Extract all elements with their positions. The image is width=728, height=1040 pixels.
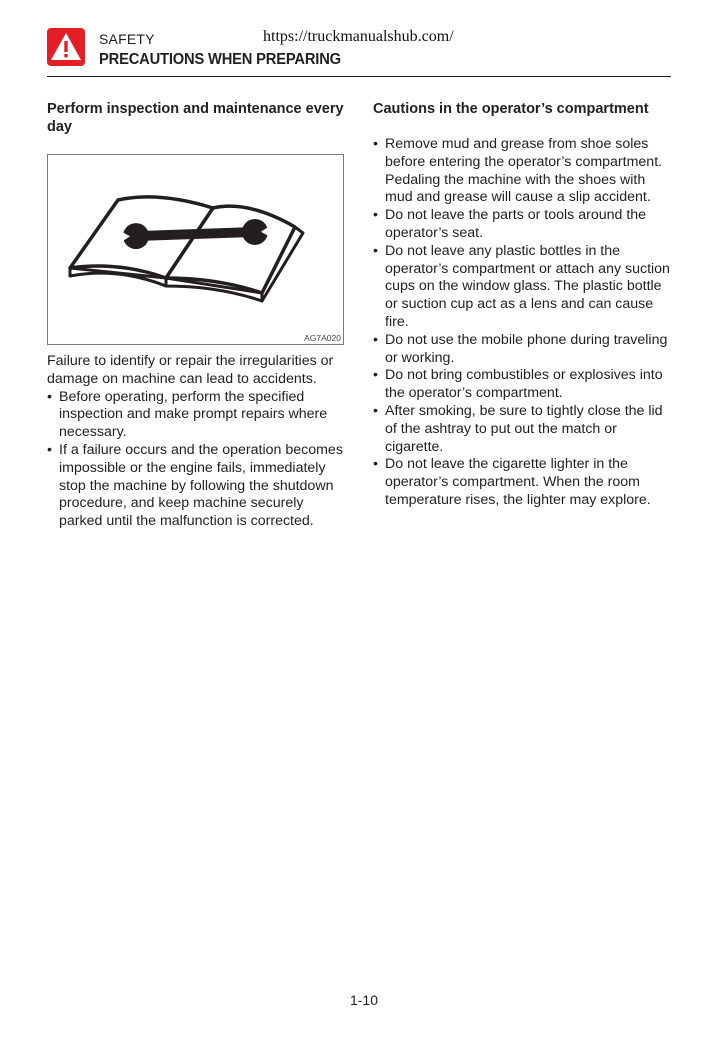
list-item: • Do not leave the parts or tools around the operator’s seat. [373, 207, 673, 243]
left-bullet-list [47, 389, 347, 531]
list-item: • If a failure occurs and the operation becomes impossible or the engine fails, immediately stop the machine by following the shutdown procedure, and keep machine securely parked until the malfunction is corrected. [47, 442, 347, 531]
right-bullet-list [373, 136, 673, 510]
figure-code: AG7A020 [304, 333, 341, 343]
left-intro: Failure to identify or repair the irregularities or damage on machine can lead to accidents. [47, 353, 334, 387]
right-heading: Cautions in the operator’s compartment [373, 101, 649, 117]
list-item: • Do not leave any plastic bottles in the operator’s compartment or attach any suction cups on the window glass. The plastic bottle or suction cup act as a lens and can cause fire. [373, 243, 673, 332]
source-url[interactable]: https://truckmanualshub.com/ [263, 28, 454, 45]
section-label: SAFETY [99, 31, 155, 47]
illustration-figure [47, 154, 344, 345]
left-heading: Perform inspection and maintenance every day [47, 101, 344, 135]
open-book-wrench-icon [48, 155, 343, 344]
page-number: 1-10 [349, 992, 379, 1008]
list-item: • Do not leave the cigarette lighter in the operator’s compartment. When the room temperature rises, the lighter may explore. [373, 456, 673, 509]
page-title: PRECAUTIONS WHEN PREPARING [99, 51, 341, 68]
list-item: • Remove mud and grease from shoe soles before entering the operator’s compartment. Pedaling the machine with the shoes with mud and grease will cause a slip accident. [373, 136, 673, 207]
list-item: • After smoking, be sure to tightly close the lid of the ashtray to put out the match or cigarette. [373, 403, 673, 456]
page-header [47, 26, 671, 77]
left-column [47, 100, 347, 531]
warning-triangle-icon [47, 28, 85, 66]
list-item: • Do not use the mobile phone during traveling or working. [373, 332, 673, 368]
right-column [373, 100, 673, 510]
list-item: • Do not bring combustibles or explosives into the operator’s compartment. [373, 367, 673, 403]
list-item: • Before operating, perform the specified inspection and make prompt repairs where necessary. [47, 389, 347, 442]
